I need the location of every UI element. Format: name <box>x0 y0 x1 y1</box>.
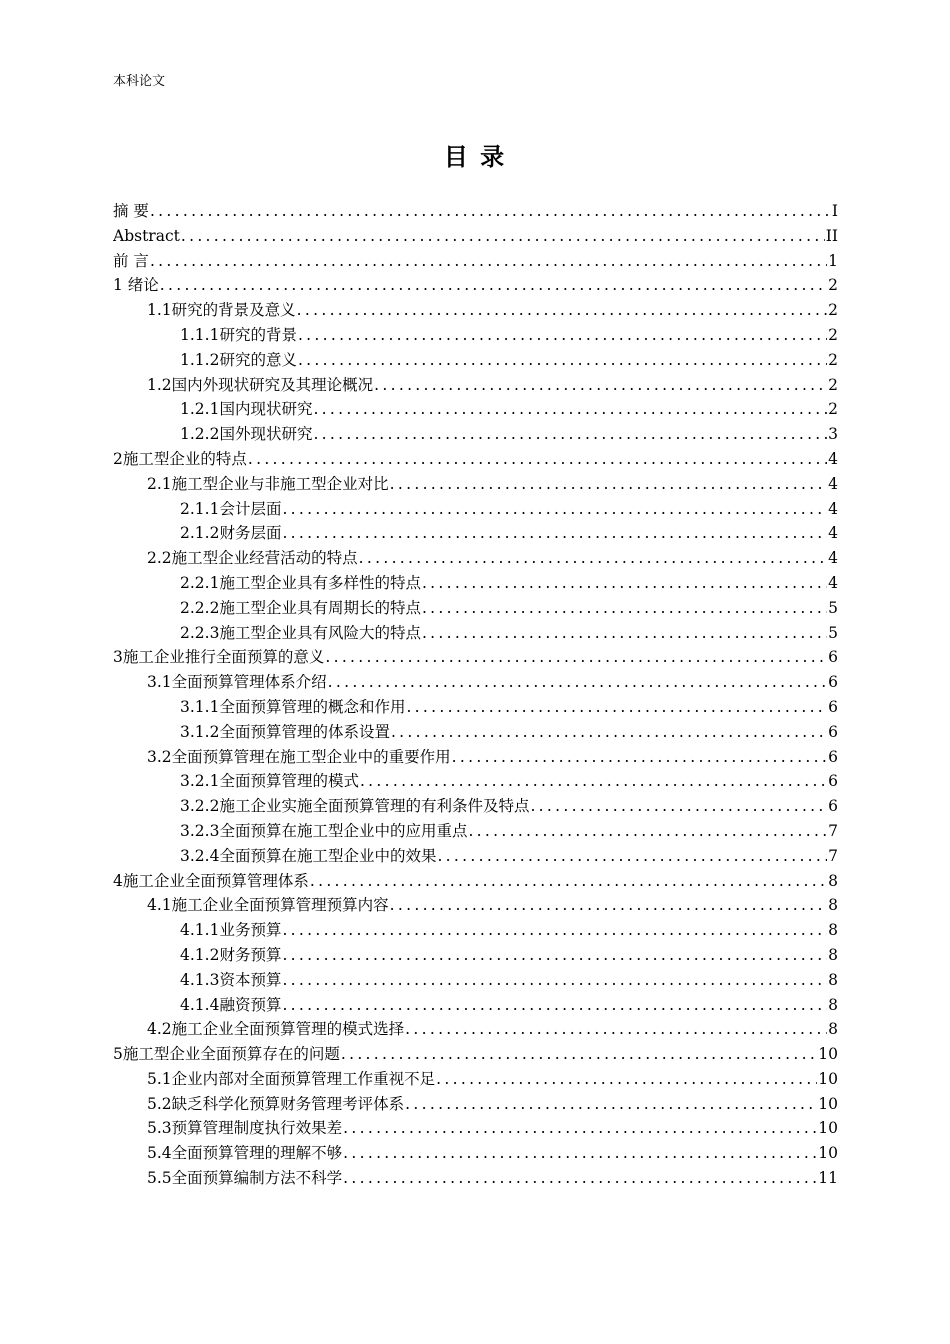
page-header: 本科论文 <box>113 74 166 89</box>
toc-entry[interactable] <box>113 869 838 894</box>
toc-dot-leader <box>437 844 827 869</box>
toc-dot-leader <box>422 621 827 646</box>
toc-entry[interactable] <box>113 373 838 398</box>
toc-entry[interactable] <box>113 695 838 720</box>
toc-dot-leader <box>328 670 827 695</box>
toc-dot-leader <box>422 596 827 621</box>
toc-entry-label: 2.2施工型企业经营活动的特点 <box>147 549 358 568</box>
toc-entry-label: 3.1.2全面预算管理的体系设置 <box>180 722 390 741</box>
toc-entry-page-number: 8 <box>828 921 838 940</box>
toc-dot-leader <box>298 323 827 348</box>
toc-entry[interactable] <box>113 1017 838 1042</box>
toc-dot-leader <box>282 918 827 943</box>
toc-entry[interactable] <box>113 720 838 745</box>
toc-entry[interactable] <box>113 1116 838 1141</box>
toc-dot-leader <box>405 1017 827 1042</box>
toc-entry[interactable] <box>113 819 838 844</box>
toc-entry-page-number: 4 <box>828 573 838 592</box>
toc-dot-leader <box>406 695 827 720</box>
toc-entry-page-number: 8 <box>828 1020 838 1039</box>
toc-entry[interactable] <box>113 472 838 497</box>
toc-entry[interactable] <box>113 546 838 571</box>
toc-entry-page-number: 10 <box>818 1069 838 1088</box>
toc-entry-label: 4施工企业全面预算管理体系 <box>113 871 309 890</box>
toc-entry-page-number: 11 <box>818 1169 838 1188</box>
toc-entry[interactable] <box>113 298 838 323</box>
toc-entry-page-number: 7 <box>828 846 838 865</box>
toc-entry-label: 2.1施工型企业与非施工型企业对比 <box>147 474 389 493</box>
toc-entry-page-number: 4 <box>828 499 838 518</box>
toc-entry[interactable] <box>113 1042 838 1067</box>
toc-entry-page-number: 2 <box>828 375 838 394</box>
toc-dot-leader <box>282 521 827 546</box>
toc-dot-leader <box>468 819 827 844</box>
toc-entry-label: 3.2全面预算管理在施工型企业中的重要作用 <box>147 747 451 766</box>
toc-entry-label: 前 言 <box>113 251 149 270</box>
page-title: 目 录 <box>443 143 507 171</box>
toc-entry[interactable] <box>113 249 838 274</box>
toc-entry-label: 摘 要 <box>113 202 149 220</box>
toc-dot-leader <box>282 497 827 522</box>
toc-dot-leader <box>282 993 827 1018</box>
toc-entry-label: 3.2.3全面预算在施工型企业中的应用重点 <box>180 821 468 840</box>
toc-dot-leader <box>405 1092 817 1117</box>
toc-entry-label: 2.2.2施工型企业具有周期长的特点 <box>180 598 421 617</box>
toc-entry[interactable] <box>113 497 838 522</box>
toc-dot-leader <box>452 745 827 770</box>
toc-dot-leader <box>530 794 827 819</box>
toc-entry-page-number: 8 <box>828 871 838 890</box>
toc-entry[interactable] <box>113 422 838 447</box>
toc-entry-label: 5.4全面预算管理的理解不够 <box>147 1144 343 1163</box>
toc-entry-label: 1.2.2国外现状研究 <box>180 425 313 444</box>
toc-entry-page-number: 6 <box>828 722 838 741</box>
toc-entry[interactable] <box>113 769 838 794</box>
toc-entry-label: 5.3预算管理制度执行效果差 <box>147 1119 343 1138</box>
toc-entry-page-number: 4 <box>828 549 838 568</box>
toc-entry-label: 1.2.1国内现状研究 <box>180 400 313 419</box>
toc-dot-leader <box>390 893 827 918</box>
toc-entry-page-number: 2 <box>828 325 838 344</box>
toc-entry[interactable] <box>113 621 838 646</box>
toc-entry-label: 2.1.2财务层面 <box>180 524 282 543</box>
toc-entry-page-number: 4 <box>828 449 838 468</box>
toc-entry[interactable] <box>113 596 838 621</box>
toc-dot-leader <box>359 546 827 571</box>
toc-entry-label: 3施工企业推行全面预算的意义 <box>113 648 325 667</box>
toc-entry-page-number: 6 <box>828 772 838 791</box>
toc-entry-label: 5.1企业内部对全面预算管理工作重视不足 <box>147 1069 436 1088</box>
toc-dot-leader <box>150 199 831 224</box>
toc-entry-page-number: 10 <box>818 1045 838 1064</box>
toc-dot-leader <box>436 1067 817 1092</box>
toc-dot-leader <box>313 422 827 447</box>
toc-entry[interactable] <box>113 943 838 968</box>
toc-entry-page-number: 2 <box>828 350 838 369</box>
toc-entry-page-number: 2 <box>828 276 838 295</box>
toc-entry[interactable] <box>113 447 838 472</box>
toc-entry-label: 4.1.3资本预算 <box>180 970 282 989</box>
toc-entry-page-number: 6 <box>828 797 838 816</box>
toc-entry-page-number: 6 <box>828 697 838 716</box>
toc-dot-leader <box>343 1116 817 1141</box>
toc-dot-leader <box>181 224 825 249</box>
toc-entry[interactable] <box>113 348 838 373</box>
table-of-contents <box>113 199 838 1191</box>
toc-entry-page-number: 5 <box>828 598 838 617</box>
toc-entry[interactable] <box>113 1067 838 1092</box>
toc-entry-label: 3.1全面预算管理体系介绍 <box>147 673 327 692</box>
toc-entry[interactable] <box>113 1092 838 1117</box>
toc-entry-page-number: 8 <box>828 970 838 989</box>
toc-dot-leader <box>391 720 827 745</box>
toc-entry-label: 5施工型企业全面预算存在的问题 <box>113 1045 340 1064</box>
toc-entry-label: 2.1.1会计层面 <box>180 499 282 518</box>
toc-entry-label: 4.1.1业务预算 <box>180 921 282 940</box>
toc-entry[interactable] <box>113 993 838 1018</box>
toc-entry[interactable] <box>113 571 838 596</box>
toc-entry-label: 4.2施工企业全面预算管理的模式选择 <box>147 1020 405 1039</box>
toc-entry-page-number: 6 <box>828 673 838 692</box>
toc-entry-label: 3.1.1全面预算管理的概念和作用 <box>180 697 406 716</box>
toc-entry[interactable] <box>113 224 838 249</box>
toc-entry-page-number: 8 <box>828 945 838 964</box>
toc-entry[interactable] <box>113 397 838 422</box>
toc-entry-page-number: 3 <box>828 425 838 444</box>
toc-entry-page-number: 8 <box>828 995 838 1014</box>
toc-entry-label: 5.5全面预算编制方法不科学 <box>147 1169 343 1188</box>
toc-entry[interactable] <box>113 745 838 770</box>
toc-entry-page-number: 6 <box>828 747 838 766</box>
toc-entry[interactable] <box>113 1141 838 1166</box>
toc-entry-label: Abstract <box>113 226 180 245</box>
toc-entry-page-number: 2 <box>828 301 838 320</box>
toc-dot-leader <box>390 472 827 497</box>
toc-entry-label: 5.2缺乏科学化预算财务管理考评体系 <box>147 1094 405 1113</box>
toc-dot-leader <box>374 373 827 398</box>
toc-dot-leader <box>343 1141 817 1166</box>
toc-entry[interactable] <box>113 844 838 869</box>
toc-dot-leader <box>297 298 827 323</box>
toc-dot-leader <box>248 447 827 472</box>
toc-entry-label: 3.2.4全面预算在施工型企业中的效果 <box>180 846 437 865</box>
toc-entry-label: 3.2.2施工企业实施全面预算管理的有利条件及特点 <box>180 797 530 816</box>
toc-entry[interactable] <box>113 918 838 943</box>
toc-entry-label: 4.1.4融资预算 <box>180 995 282 1014</box>
toc-dot-leader <box>360 769 827 794</box>
toc-dot-leader <box>282 943 827 968</box>
toc-entry[interactable] <box>113 645 838 670</box>
toc-entry-page-number: 2 <box>828 400 838 419</box>
toc-dot-leader <box>341 1042 817 1067</box>
toc-dot-leader <box>343 1166 817 1191</box>
toc-entry-page-number: 1 <box>828 251 838 270</box>
toc-entry-label: 3.2.1全面预算管理的模式 <box>180 772 359 791</box>
toc-dot-leader <box>282 968 827 993</box>
toc-entry[interactable] <box>113 273 838 298</box>
toc-entry-page-number: I <box>831 202 838 220</box>
toc-entry-label: 1 绪论 <box>113 276 159 295</box>
toc-dot-leader <box>422 571 827 596</box>
toc-entry-page-number: 10 <box>818 1119 838 1138</box>
toc-entry-page-number: 4 <box>828 524 838 543</box>
toc-entry-label: 4.1施工企业全面预算管理预算内容 <box>147 896 389 915</box>
toc-entry-label: 1.1.1研究的背景 <box>180 325 297 344</box>
toc-entry[interactable] <box>113 794 838 819</box>
toc-entry-page-number: II <box>825 226 838 245</box>
toc-dot-leader <box>150 249 827 274</box>
toc-entry[interactable] <box>113 1166 838 1191</box>
toc-entry-page-number: 7 <box>828 821 838 840</box>
toc-entry[interactable] <box>113 893 838 918</box>
toc-entry-label: 1.2国内外现状研究及其理论概况 <box>147 375 374 394</box>
toc-entry-page-number: 5 <box>828 623 838 642</box>
toc-entry-page-number: 8 <box>828 896 838 915</box>
toc-dot-leader <box>160 273 827 298</box>
toc-dot-leader <box>325 645 827 670</box>
toc-dot-leader <box>313 397 827 422</box>
toc-entry-label: 2.2.3施工型企业具有风险大的特点 <box>180 623 421 642</box>
toc-dot-leader <box>310 869 827 894</box>
toc-entry[interactable] <box>113 968 838 993</box>
toc-entry[interactable] <box>113 521 838 546</box>
toc-entry-label: 1.1研究的背景及意义 <box>147 301 296 320</box>
toc-entry-page-number: 4 <box>828 474 838 493</box>
toc-entry-label: 1.1.2研究的意义 <box>180 350 297 369</box>
toc-entry-page-number: 10 <box>818 1094 838 1113</box>
toc-entry-page-number: 6 <box>828 648 838 667</box>
toc-entry[interactable] <box>113 199 838 224</box>
toc-entry-label: 2施工型企业的特点 <box>113 449 247 468</box>
toc-entry[interactable] <box>113 670 838 695</box>
toc-entry-label: 2.2.1施工型企业具有多样性的特点 <box>180 573 421 592</box>
toc-entry-page-number: 10 <box>818 1144 838 1163</box>
toc-entry[interactable] <box>113 323 838 348</box>
toc-entry-label: 4.1.2财务预算 <box>180 945 282 964</box>
toc-dot-leader <box>298 348 827 373</box>
